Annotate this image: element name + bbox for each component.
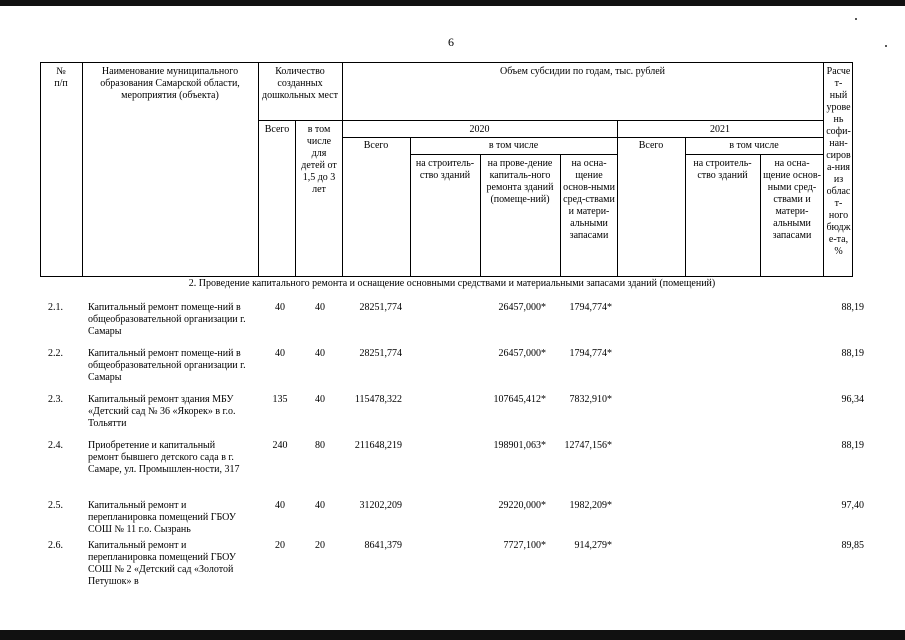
row-num: 2.2. — [48, 348, 63, 359]
row-num: 2.6. — [48, 540, 63, 551]
row-total: 115478,322 — [354, 394, 402, 405]
row-repair: 198901,063* — [493, 440, 546, 451]
header-incl-2021: в том числе — [729, 140, 779, 151]
divider — [410, 137, 411, 277]
header-subsidy: Объем субсидии по годам, тыс. рублей — [500, 66, 665, 77]
row-total: 28251,774 — [359, 302, 402, 313]
row-total: 28251,774 — [359, 348, 402, 359]
row-equip: 914,279* — [574, 540, 612, 551]
header-total-2021: Всего — [638, 140, 664, 151]
row-equip: 7832,910* — [569, 394, 612, 405]
header-build-2020: на строитель-ство зданий — [415, 158, 475, 181]
row-num: 2.3. — [48, 394, 63, 405]
divider — [823, 62, 824, 277]
row-level: 88,19 — [841, 302, 864, 313]
row-level: 97,40 — [841, 500, 864, 511]
row-kids: 80 — [315, 440, 325, 451]
row-equip: 1982,209* — [569, 500, 612, 511]
row-level: 88,19 — [841, 440, 864, 451]
row-num: 2.5. — [48, 500, 63, 511]
section-title: 2. Проведение капитального ремонта и оснащение основными средствами и материальными запасами зданий (помещений) — [188, 278, 716, 289]
row-name: Приобретение и капитальный ремонт бывшего детского сада в г. Самаре, ул. Промышлен-ности, 317 — [88, 440, 240, 475]
divider — [258, 120, 823, 121]
row-places: 40 — [275, 348, 285, 359]
divider — [410, 154, 617, 155]
header-incl-2020: в том числе — [488, 140, 539, 151]
header-places: Количество созданных дошкольных мест — [262, 66, 338, 101]
row-places: 135 — [272, 394, 288, 405]
row-equip: 1794,774* — [569, 348, 612, 359]
divider — [342, 137, 823, 138]
row-kids: 40 — [315, 348, 325, 359]
header-year-2021: 2021 — [710, 124, 730, 135]
row-repair: 26457,000* — [498, 348, 546, 359]
header-build-2021: на строитель-ство зданий — [693, 158, 752, 181]
divider — [480, 154, 481, 277]
row-repair: 7727,100* — [503, 540, 546, 551]
row-repair: 26457,000* — [498, 302, 546, 313]
row-kids: 40 — [315, 394, 325, 405]
divider — [295, 120, 296, 277]
row-equip: 1794,774* — [569, 302, 612, 313]
row-total: 31202,209 — [359, 500, 402, 511]
divider — [760, 154, 761, 277]
row-name: Капитальный ремонт и перепланировка помещений ГБОУ СОШ № 2 «Детский сад «Золотой Петушок» в — [88, 540, 236, 587]
scan-speck — [855, 18, 857, 20]
row-total: 211648,219 — [354, 440, 402, 451]
row-places: 240 — [272, 440, 288, 451]
header-equip-2020: на осна-щение основ-ными сред-ствами и матери-альными запасами — [563, 158, 615, 241]
row-num: 2.4. — [48, 440, 63, 451]
header-places-total: Всего — [264, 124, 290, 135]
header-name: Наименование муниципального образования Самарской области, мероприятия (объекта) — [100, 66, 240, 101]
header-year-2020: 2020 — [469, 124, 490, 135]
divider — [342, 62, 343, 277]
divider — [685, 154, 823, 155]
row-name: Капитальный ремонт помеще-ний в общеобразовательной организации г. Самары — [88, 348, 246, 383]
row-places: 40 — [275, 302, 285, 313]
divider — [82, 62, 83, 277]
header-repair-2020: на прове-дение капиталь-ного ремонта зданий (помеще-ний) — [486, 158, 554, 205]
header-total-2020: Всего — [363, 140, 389, 151]
row-places: 40 — [275, 500, 285, 511]
divider — [258, 62, 259, 277]
row-name: Капитальный ремонт здания МБУ «Детский сад № 36 «Якорек» в г.о. Тольятти — [88, 394, 236, 429]
header-places-kids: в том числе для детей от 1,5 до 3 лет — [301, 124, 337, 195]
row-repair: 29220,000* — [498, 500, 546, 511]
row-name: Капитальный ремонт и перепланировка помещений ГБОУ СОШ № 11 г.о. Сызрань — [88, 500, 236, 535]
divider — [560, 154, 561, 277]
row-level: 89,85 — [841, 540, 864, 551]
top-border — [0, 0, 905, 6]
scan-speck — [885, 45, 887, 47]
row-level: 96,34 — [841, 394, 864, 405]
header-num: № п/п — [54, 66, 68, 89]
row-kids: 20 — [315, 540, 325, 551]
page-number: 6 — [448, 35, 454, 49]
row-kids: 40 — [315, 302, 325, 313]
row-repair: 107645,412* — [493, 394, 546, 405]
row-num: 2.1. — [48, 302, 63, 313]
row-kids: 40 — [315, 500, 325, 511]
header-equip-2021: на осна-щение основ-ными сред-ствами и матери-альными запасами — [763, 158, 821, 241]
row-total: 8641,379 — [364, 540, 402, 551]
header-level: Расчет-ный уровень софи-нан-сирова-ния из област-ного бюдже-та, % — [826, 66, 851, 257]
row-name: Капитальный ремонт помеще-ний в общеобразовательной организации г. Самары — [88, 302, 246, 337]
row-places: 20 — [275, 540, 285, 551]
row-equip: 12747,156* — [564, 440, 612, 451]
row-level: 88,19 — [841, 348, 864, 359]
bottom-border — [0, 630, 905, 640]
divider — [685, 137, 686, 277]
